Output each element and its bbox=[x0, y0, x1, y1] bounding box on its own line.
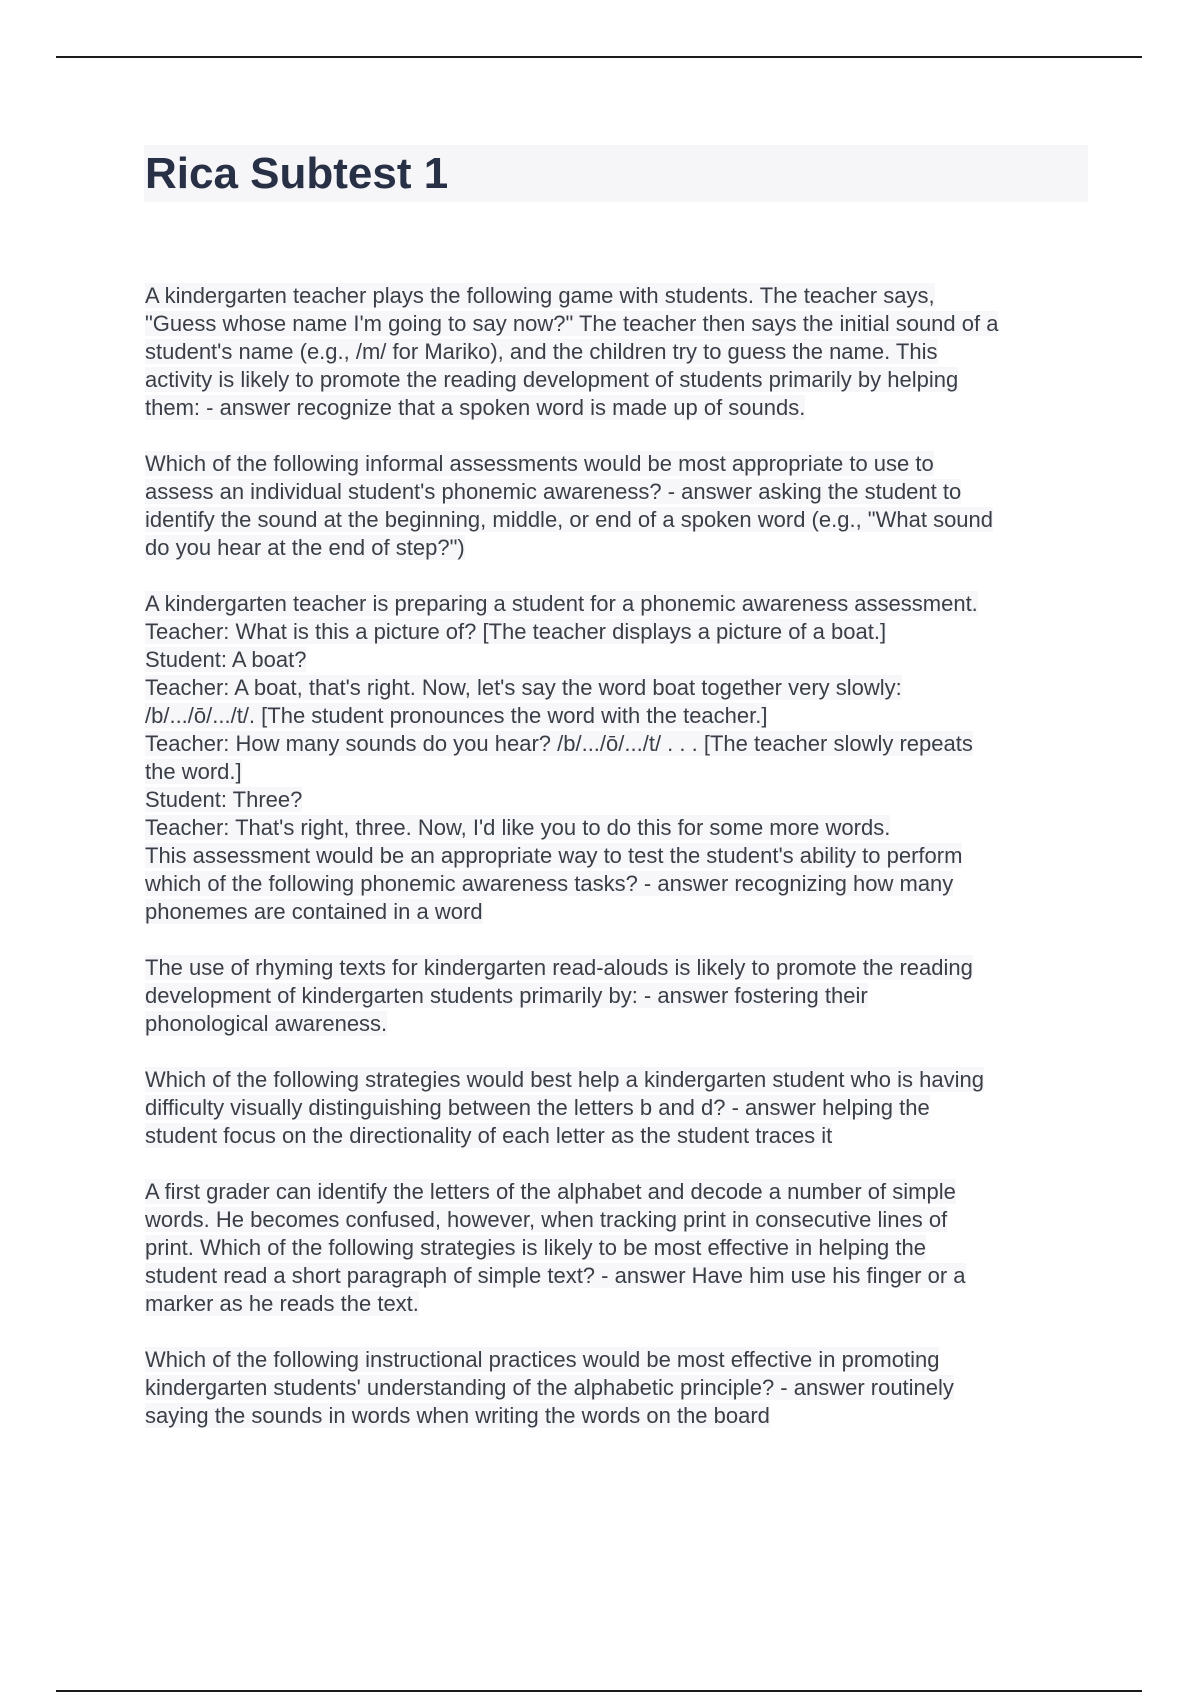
qa-line bbox=[145, 1374, 1095, 1402]
qa-line-text: /b/.../ō/.../t/. [The student pronounces the word with the teacher.] bbox=[145, 703, 768, 728]
qa-line bbox=[145, 842, 1095, 870]
qa-line-text: Which of the following informal assessments would be most appropriate to use to bbox=[145, 451, 934, 476]
qa-line-text: Teacher: That's right, three. Now, I'd like you to do this for some more words. bbox=[145, 815, 891, 840]
qa-line bbox=[145, 1094, 1095, 1122]
qa-line-text: identify the sound at the beginning, middle, or end of a spoken word (e.g., "What sound bbox=[145, 507, 994, 532]
qa-item bbox=[145, 1178, 1095, 1318]
qa-line bbox=[145, 1178, 1095, 1206]
qa-line bbox=[145, 618, 1095, 646]
qa-line-text: do you hear at the end of step?") bbox=[145, 535, 465, 560]
qa-line-text: student focus on the directionality of each letter as the student traces it bbox=[145, 1123, 833, 1148]
qa-line bbox=[145, 1122, 1095, 1150]
qa-line bbox=[145, 394, 1095, 422]
qa-line-text: Teacher: A boat, that's right. Now, let's say the word boat together very slowly: bbox=[145, 675, 902, 700]
qa-line bbox=[145, 1262, 1095, 1290]
qa-line-text: assess an individual student's phonemic awareness? - answer asking the student to bbox=[145, 479, 962, 504]
qa-line-text: A first grader can identify the letters of the alphabet and decode a number of simple bbox=[145, 1179, 956, 1204]
qa-item bbox=[145, 954, 1095, 1038]
qa-line-text: activity is likely to promote the reading development of students primarily by helping bbox=[145, 367, 959, 392]
qa-line-text: Teacher: How many sounds do you hear? /b/.../ō/.../t/ . . . [The teacher slowly repeats bbox=[145, 731, 973, 756]
qa-line-text: the word.] bbox=[145, 759, 242, 784]
qa-line bbox=[145, 1346, 1095, 1374]
qa-line bbox=[145, 1206, 1095, 1234]
qa-line-text: student's name (e.g., /m/ for Mariko), and the children try to guess the name. This bbox=[145, 339, 938, 364]
qa-line bbox=[145, 506, 1095, 534]
qa-line bbox=[145, 450, 1095, 478]
qa-line bbox=[145, 1010, 1095, 1038]
qa-line-text: print. Which of the following strategies is likely to be most effective in helping the bbox=[145, 1235, 926, 1260]
qa-line-text: This assessment would be an appropriate way to test the student's ability to perform bbox=[145, 843, 963, 868]
qa-item bbox=[145, 282, 1095, 422]
qa-line-text: which of the following phonemic awareness tasks? - answer recognizing how many bbox=[145, 871, 954, 896]
qa-item bbox=[145, 590, 1095, 926]
qa-item bbox=[145, 450, 1095, 562]
qa-line bbox=[145, 730, 1095, 758]
qa-line bbox=[145, 1402, 1095, 1430]
qa-line bbox=[145, 1066, 1095, 1094]
qa-line-text: Student: Three? bbox=[145, 787, 303, 812]
qa-line-text: phonemes are contained in a word bbox=[145, 899, 483, 924]
qa-line bbox=[145, 954, 1095, 982]
qa-line-text: development of kindergarten students primarily by: - answer fostering their bbox=[145, 983, 868, 1008]
qa-line bbox=[145, 1234, 1095, 1262]
qa-line-text: Student: A boat? bbox=[145, 647, 307, 672]
qa-line-text: phonological awareness. bbox=[145, 1011, 388, 1036]
qa-line-text: marker as he reads the text. bbox=[145, 1291, 419, 1316]
qa-line-text: Teacher: What is this a picture of? [The teacher displays a picture of a boat.] bbox=[145, 619, 887, 644]
qa-line bbox=[145, 674, 1095, 702]
qa-line-text: student read a short paragraph of simple text? - answer Have him use his finger or a bbox=[145, 1263, 966, 1288]
qa-line bbox=[145, 338, 1095, 366]
qa-line bbox=[145, 478, 1095, 506]
qa-line bbox=[145, 702, 1095, 730]
qa-list bbox=[145, 282, 1095, 1458]
qa-line-text: saying the sounds in words when writing the words on the board bbox=[145, 1403, 770, 1428]
qa-line bbox=[145, 758, 1095, 786]
qa-line bbox=[145, 646, 1095, 674]
qa-line bbox=[145, 786, 1095, 814]
qa-line-text: "Guess whose name I'm going to say now?" The teacher then says the initial sound of a bbox=[145, 311, 999, 336]
qa-line-text: A kindergarten teacher plays the following game with students. The teacher says, bbox=[145, 283, 935, 308]
qa-item bbox=[145, 1066, 1095, 1150]
qa-line bbox=[145, 282, 1095, 310]
qa-line bbox=[145, 870, 1095, 898]
qa-line-text: them: - answer recognize that a spoken word is made up of sounds. bbox=[145, 395, 806, 420]
qa-line bbox=[145, 590, 1095, 618]
qa-line bbox=[145, 310, 1095, 338]
bottom-rule bbox=[56, 1690, 1142, 1692]
qa-line-text: The use of rhyming texts for kindergarten read-alouds is likely to promote the reading bbox=[145, 955, 973, 980]
qa-line bbox=[145, 534, 1095, 562]
qa-item bbox=[145, 1346, 1095, 1430]
qa-line bbox=[145, 814, 1095, 842]
qa-line bbox=[145, 982, 1095, 1010]
qa-line-text: kindergarten students' understanding of the alphabetic principle? - answer routinely bbox=[145, 1375, 954, 1400]
qa-line-text: Which of the following instructional practices would be most effective in promoting bbox=[145, 1347, 940, 1372]
qa-line bbox=[145, 898, 1095, 926]
page-title: Rica Subtest 1 bbox=[145, 149, 449, 198]
qa-line bbox=[145, 1290, 1095, 1318]
qa-line-text: words. He becomes confused, however, when tracking print in consecutive lines of bbox=[145, 1207, 948, 1232]
qa-line bbox=[145, 366, 1095, 394]
qa-line-text: A kindergarten teacher is preparing a student for a phonemic awareness assessment. bbox=[145, 591, 978, 616]
qa-line-text: Which of the following strategies would best help a kindergarten student who is having bbox=[145, 1067, 984, 1092]
top-rule bbox=[56, 56, 1142, 58]
qa-line-text: difficulty visually distinguishing between the letters b and d? - answer helping the bbox=[145, 1095, 930, 1120]
